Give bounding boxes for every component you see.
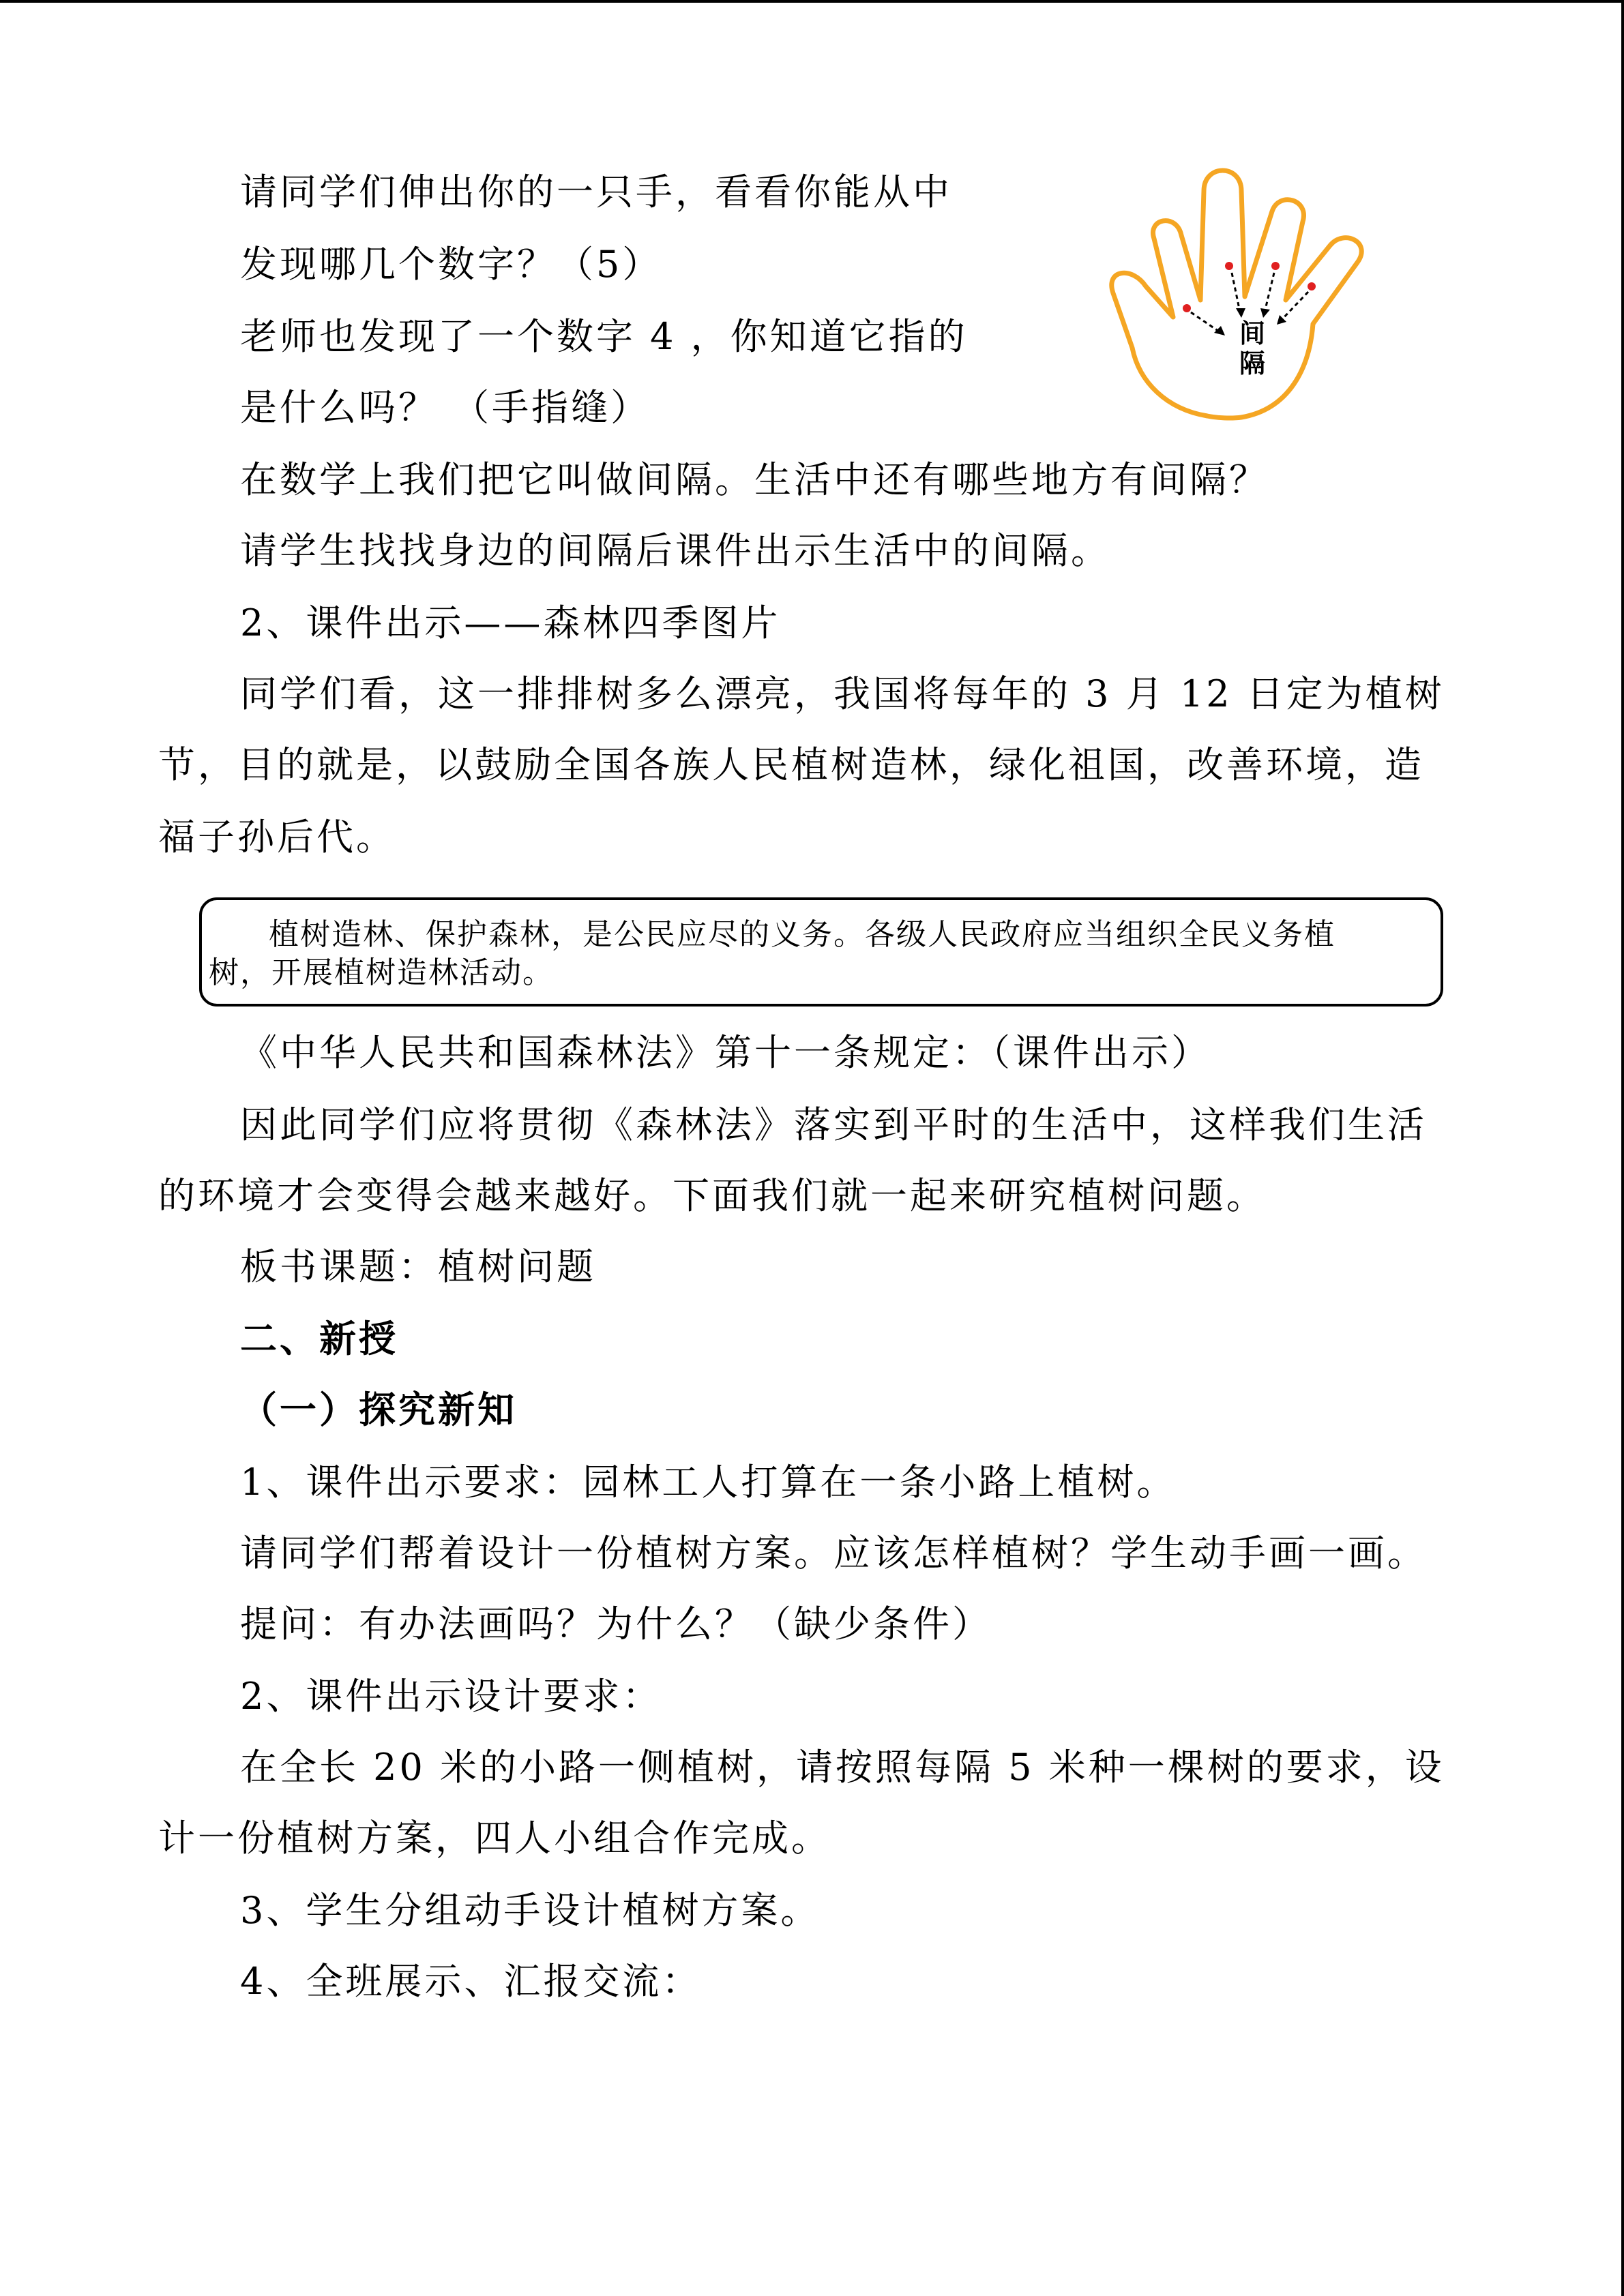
paragraph-design-plan: 请同学们帮着设计一份植树方案。应该怎样植树？学生动手画一画。 xyxy=(240,1532,1427,1575)
hand-label-top: 间 xyxy=(1239,318,1266,348)
paragraph-board-title: 板书课题：植树问题 xyxy=(240,1245,596,1288)
paragraph-plant-rule-1: 在全长 20 米的小路一侧植树，请按照每隔 5 米种一棵树的要求，设 xyxy=(240,1746,1445,1789)
paragraph-forest-seasons: 2、课件出示——森林四季图片 xyxy=(240,601,781,644)
forest-law-quote-line-1: 植树造林、保护森林，是公民应尽的义务。各级人民政府应当组织全民义务植 xyxy=(269,917,1335,952)
paragraph-group-design: 3、学生分组动手设计植树方案。 xyxy=(240,1889,821,1932)
page-border-right xyxy=(1621,0,1624,2296)
gap-dot-4 xyxy=(1308,282,1316,290)
paragraph-plant-rule-2: 计一份植树方案，四人小组合作完成。 xyxy=(158,1817,831,1860)
hand-label-bottom: 隔 xyxy=(1239,348,1266,378)
forest-law-quote-box xyxy=(199,897,1443,1007)
hand-outline xyxy=(1112,170,1361,418)
section-heading-new-lesson: 二、新授 xyxy=(240,1317,398,1360)
paragraph-class-report: 4、全班展示、汇报交流： xyxy=(240,1960,702,2003)
paragraph-forest-law: 《中华人民共和国森林法》第十一条规定：（课件出示） xyxy=(240,1031,1211,1074)
paragraph-hand-question: 请同学们伸出你的一只手，看看你能从中 xyxy=(240,170,952,213)
gap-dot-3 xyxy=(1271,262,1280,270)
forest-law-quote-line-2: 树，开展植树造林活动。 xyxy=(209,955,554,990)
gap-dot-2 xyxy=(1225,262,1233,270)
paragraph-teacher-number: 老师也发现了一个数字 4 ，你知道它指的 xyxy=(240,315,968,358)
paragraph-find-intervals: 请学生找找身边的间隔后课件出示生活中的间隔。 xyxy=(240,529,1110,572)
paragraph-arbor-day-2: 节，目的就是，以鼓励全国各族人民植树造林，绿化祖国，改善环境，造 xyxy=(158,743,1424,786)
gap-dot-1 xyxy=(1183,304,1191,312)
paragraph-interval-concept: 在数学上我们把它叫做间隔。生活中还有哪些地方有间隔？ xyxy=(240,458,1269,501)
subsection-heading-explore: （一）探究新知 xyxy=(240,1388,517,1431)
paragraph-arbor-day-3: 福子孙后代。 xyxy=(158,816,396,859)
paragraph-requirement: 1、课件出示要求：园林工人打算在一条小路上植树。 xyxy=(240,1461,1177,1504)
page-border-top xyxy=(0,0,1624,3)
paragraph-implement-law-1: 因此同学们应将贯彻《森林法》落实到平时的生活中，这样我们生活 xyxy=(240,1103,1427,1146)
paragraph-hand-question-cont: 发现哪几个数字？（5） xyxy=(240,243,662,286)
paragraph-implement-law-2: 的环境才会变得会越来越好。下面我们就一起来研究植树问题。 xyxy=(158,1174,1266,1217)
paragraph-arbor-day-1: 同学们看，这一排排树多么漂亮，我国将每年的 3 月 12 日定为植树 xyxy=(240,672,1445,715)
paragraph-design-requirement: 2、课件出示设计要求： xyxy=(240,1675,662,1718)
hand-interval-illustration xyxy=(1105,164,1391,423)
paragraph-teacher-number-cont: 是什么吗？ （手指缝） xyxy=(240,386,651,429)
paragraph-question: 提问：有办法画吗？为什么？（缺少条件） xyxy=(240,1602,992,1645)
